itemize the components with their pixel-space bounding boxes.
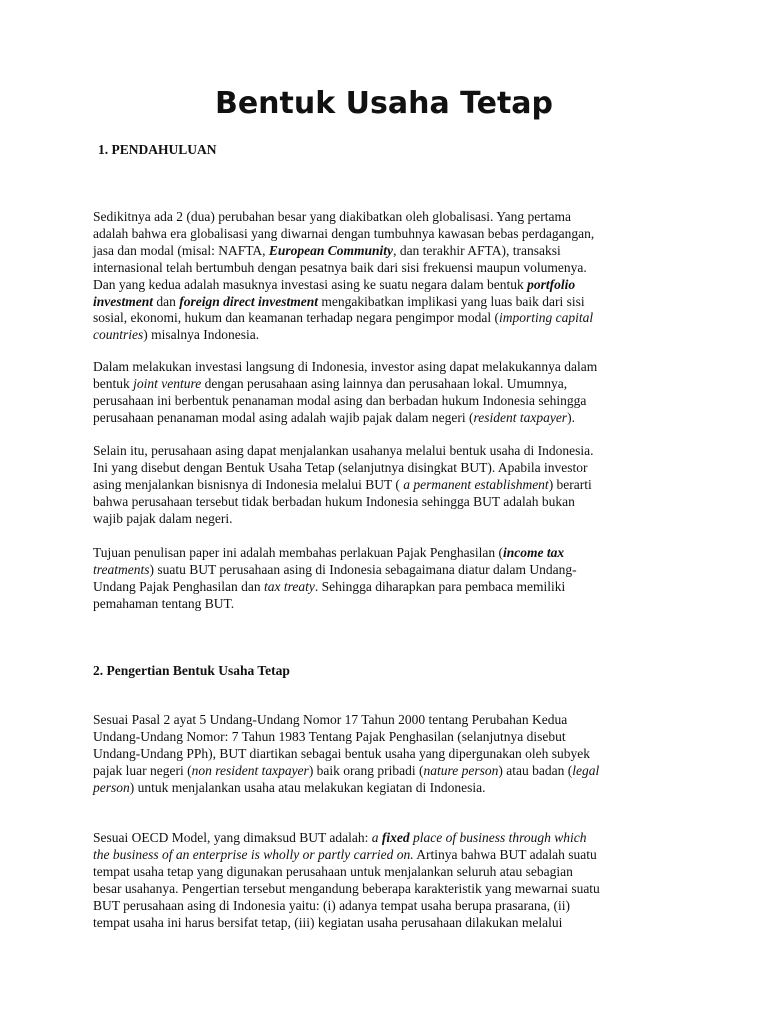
paragraph-investasi-langsung [93, 359, 693, 427]
text-run: dan [153, 293, 180, 309]
text-run: ) untuk menjalankan usaha atau melakukan kegiatan di Indonesia. [129, 779, 486, 795]
text-line: perusahaan ini berbentuk penanaman modal asing dan berbadan hukum Indonesia sehingga [93, 392, 587, 408]
text-run: , dan terakhir AFTA), transaksi [393, 242, 561, 258]
text-run: Tujuan penulisan paper ini adalah membahas perlakuan Pajak Penghasilan ( [93, 545, 504, 560]
text-line: Undang-Undang PPh), BUT diartikan sebagai bentuk usaha yang dipergunakan oleh subyek [93, 745, 591, 761]
emphasis-joint-venture: joint venture [133, 375, 202, 391]
emphasis-treatments: treatments [93, 561, 150, 577]
emphasis-resident-taxpayer: resident taxpayer [473, 409, 568, 425]
text-line: besar usahanya. Pengertian tersebut mengandung beberapa karakteristik yang mewarnai suatu [93, 880, 600, 896]
text-line [93, 763, 693, 780]
text-line [93, 376, 693, 393]
text-run: bentuk [93, 375, 134, 391]
emphasis-legal: legal [572, 762, 600, 778]
text-line: BUT perusahaan asing di Indonesia yaitu: (i) adanya tempat usaha berupa prasarana, (ii) [93, 897, 570, 913]
text-run: Undang Pajak Penghasilan dan [93, 578, 264, 594]
text-line [93, 310, 693, 327]
text-run: Sesuai OECD Model, yang dimaksud BUT adalah: [93, 830, 372, 845]
text-run: jasa dan modal (misal: NAFTA, [93, 242, 269, 258]
text-run: dengan perusahaan asing lainnya dan perusahaan lokal. Umumnya, [201, 375, 568, 391]
text-run: ). [567, 409, 575, 425]
paragraph-pasal-2 [93, 712, 693, 797]
text-line: Undang-Undang Nomor: 7 Tahun 1983 Tentang Pajak Penghasilan (selanjutnya disebut [93, 728, 566, 744]
emphasis-countries: countries [93, 327, 144, 343]
text-line [93, 277, 693, 294]
text-run: sosial, ekonomi, hukum dan keamanan terhadap negara pengimpor modal ( [93, 310, 500, 326]
text-run: ) berarti [548, 476, 592, 492]
emphasis-fixed: fixed [381, 830, 410, 845]
text-line [93, 327, 693, 344]
text-line: bahwa perusahaan tersebut tidak berbadan hukum Indonesia sehingga BUT adalah bukan [93, 493, 575, 509]
emphasis-nature-person: nature person [423, 762, 499, 778]
text-run: ) misalnya Indonesia. [143, 327, 260, 343]
text-line [93, 780, 693, 797]
text-line [93, 562, 693, 579]
emphasis-portfolio: portfolio [527, 276, 576, 292]
emphasis-importing-capital: importing capital [499, 310, 594, 326]
text-run: perusahaan penanaman modal asing adalah wajib pajak dalam negeri ( [93, 409, 474, 425]
text-run: Artinya bahwa BUT adalah suatu [413, 846, 597, 862]
emphasis-person: person [93, 779, 130, 795]
emphasis-income-tax: income tax [503, 545, 565, 560]
text-line [93, 847, 693, 864]
text-line: tempat usaha ini harus bersifat tetap, (iii) kegiatan usaha perusahaan dilakukan melalui [93, 914, 563, 930]
text-line: internasional telah bertumbuh dengan pesatnya baik dari sisi frekuensi maupun volumenya. [93, 259, 587, 275]
paragraph-oecd-model [93, 830, 693, 931]
text-run: ) suatu BUT perusahaan asing di Indonesia sebagaimana diatur dalam Undang- [149, 561, 577, 577]
text-line: Selain itu, perusahaan asing dapat menjalankan usahanya melalui bentuk usaha di Indonesia. [93, 443, 594, 458]
emphasis-permanent-establishment: a permanent establishment [403, 476, 549, 492]
emphasis-non-resident-taxpayer: non resident taxpayer [191, 762, 309, 778]
text-line: tempat usaha tetap yang digunakan perusahaan untuk menjalankan seluruh atau sebagian [93, 863, 573, 879]
text-line [93, 477, 693, 494]
text-run: pajak luar negeri ( [93, 762, 192, 778]
text-line [93, 545, 693, 562]
text-line [93, 830, 693, 847]
text-line: pemahaman tentang BUT. [93, 595, 235, 611]
text-run: Dan yang kedua adalah masuknya investasi asing ke suatu negara dalam bentuk [93, 276, 528, 292]
paragraph-globalisasi [93, 209, 693, 344]
text-run: mengakibatkan implikasi yang luas baik dari sisi [318, 293, 585, 309]
emphasis-tax-treaty: tax treaty [263, 578, 315, 594]
paragraph-tujuan [93, 545, 693, 613]
text-line [93, 294, 693, 311]
text-line: Sesuai Pasal 2 ayat 5 Undang-Undang Nomor 17 Tahun 2000 tentang Perubahan Kedua [93, 712, 568, 727]
emphasis-foreign-direct-investment: foreign direct investment [179, 293, 318, 309]
text-line: Dalam melakukan investasi langsung di Indonesia, investor asing dapat melakukannya dalam [93, 359, 598, 374]
document-title: Bentuk Usaha Tetap [214, 86, 554, 121]
text-run: ) baik orang pribadi ( [308, 762, 424, 778]
emphasis-a: a [371, 830, 382, 845]
text-line: Sedikitnya ada 2 (dua) perubahan besar yang diakibatkan oleh globalisasi. Yang pertama [93, 209, 571, 224]
section-heading-pengertian: 2. Pengertian Bentuk Usaha Tetap [93, 663, 290, 678]
text-line [93, 243, 693, 260]
text-line [93, 579, 693, 596]
text-run: ) atau badan ( [498, 762, 573, 778]
text-run: asing menjalankan bisnisnya di Indonesia melalui BUT ( [93, 476, 404, 492]
text-line [93, 410, 693, 427]
emphasis-place-of-business: place of business through which [409, 830, 587, 845]
section-heading-pendahuluan: 1. PENDAHULUAN [98, 142, 217, 157]
paragraph-but-intro [93, 443, 693, 528]
emphasis-oecd-definition: the business of an enterprise is wholly or partly carried on. [93, 846, 414, 862]
text-line: wajib pajak dalam negeri. [93, 510, 233, 526]
text-run: . Sehingga diharapkan para pembaca memiliki [314, 578, 566, 594]
text-line: adalah bahwa era globalisasi yang diwarnai dengan tumbuhnya kawasan bebas perdagangan, [93, 225, 595, 241]
emphasis-european-community: European Community [268, 242, 394, 258]
text-line: Ini yang disebut dengan Bentuk Usaha Tetap (selanjutnya disingkat BUT). Apabila investor [93, 459, 588, 475]
emphasis-investment: investment [93, 293, 153, 309]
